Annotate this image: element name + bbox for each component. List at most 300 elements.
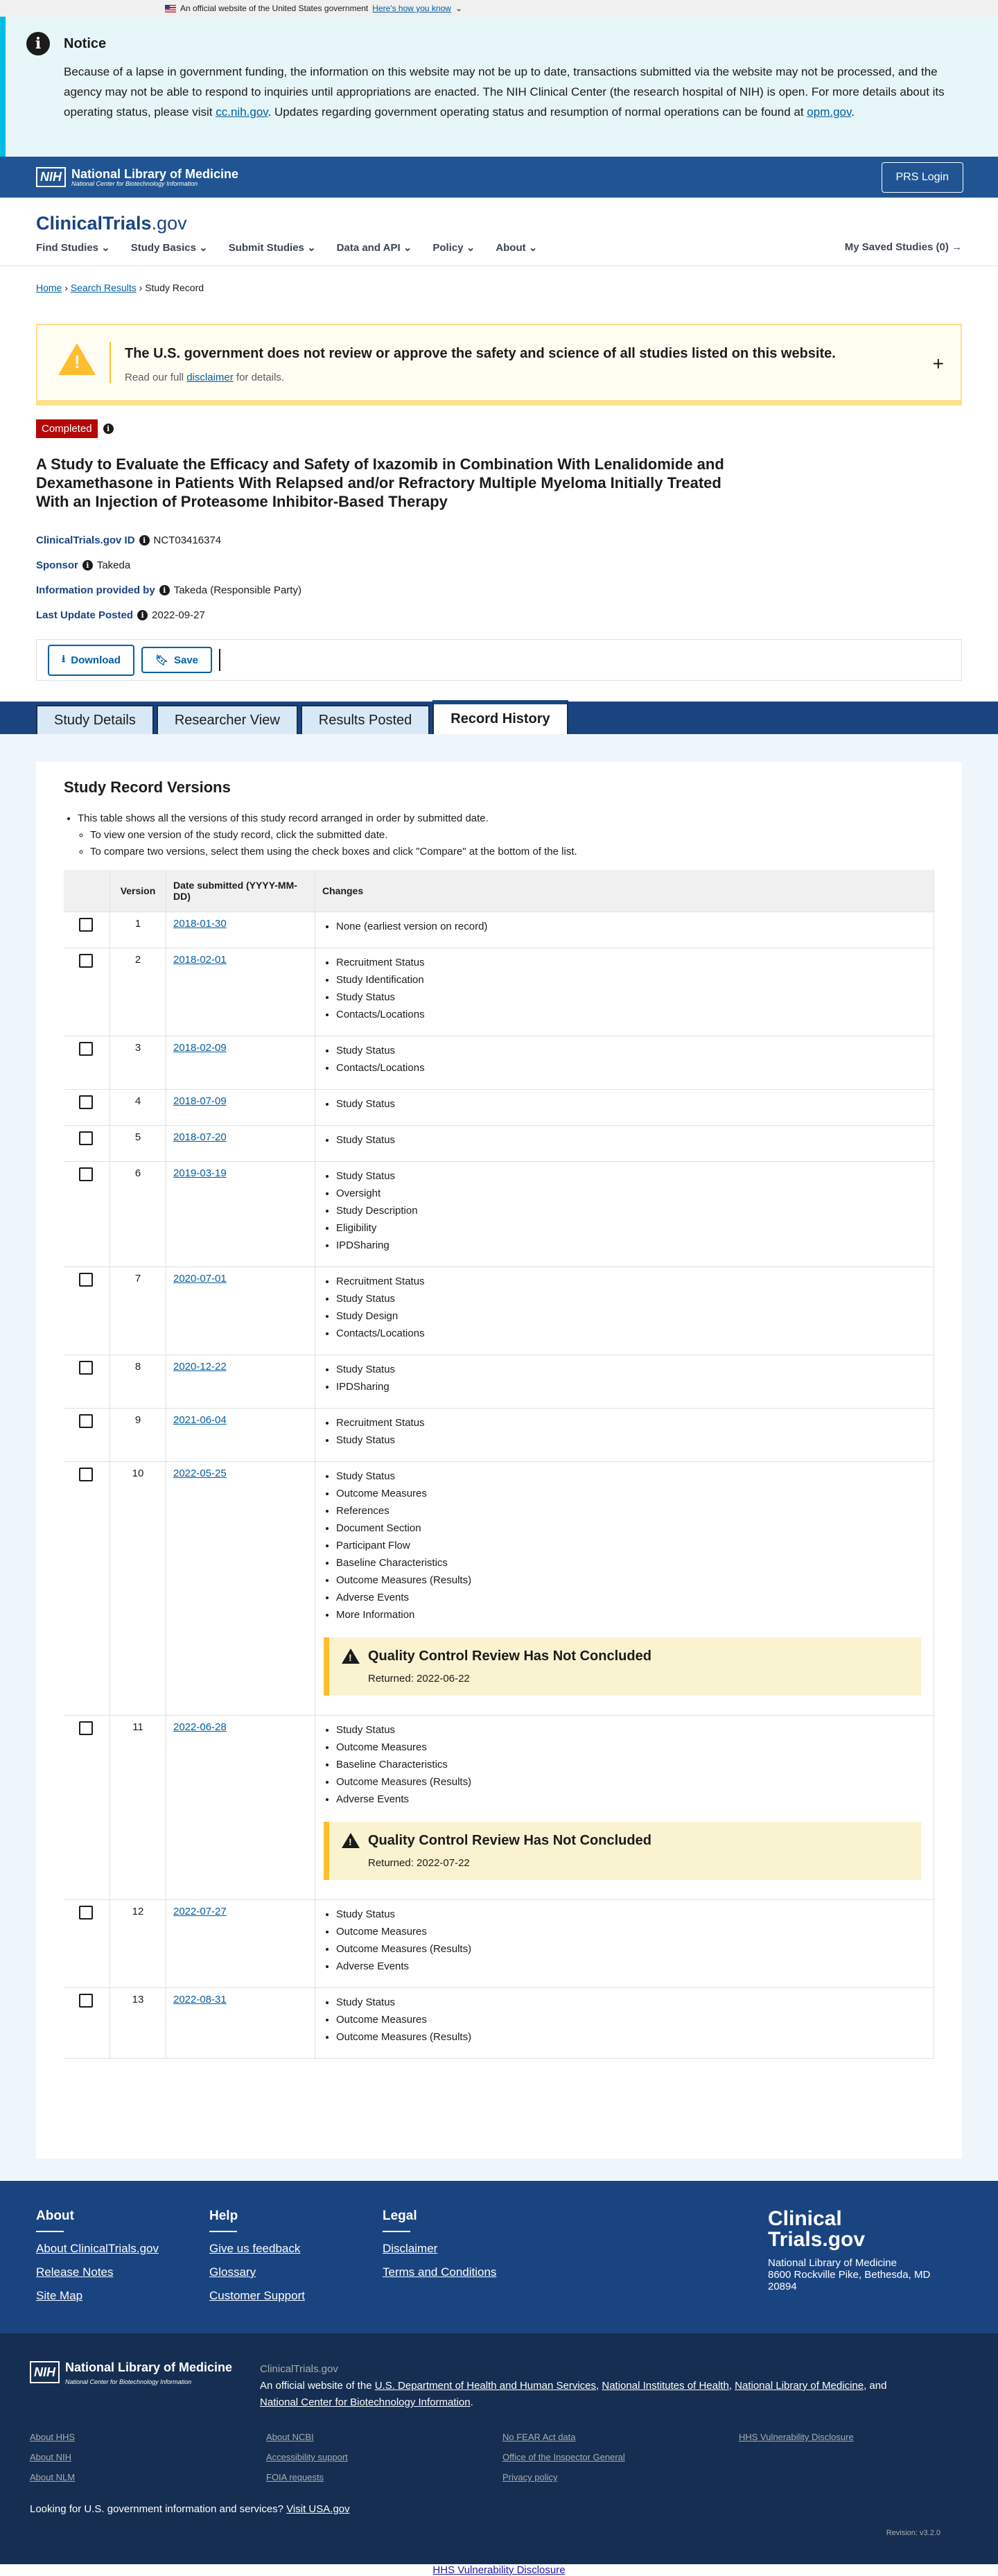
table-row	[64, 1267, 934, 1355]
breadcrumb: Home › Search Results › Study Record	[36, 282, 204, 293]
change-item: • Outcome Measures	[336, 1739, 927, 1756]
change-item: • Recruitment Status	[336, 954, 927, 971]
instruction-text: This table shows all the versions of this study record arranged in order by submitted date.	[78, 812, 489, 824]
footer-link[interactable]: No FEAR Act data	[502, 2432, 576, 2442]
changes-cell	[315, 948, 934, 1036]
change-item: • Recruitment Status	[336, 1273, 927, 1290]
qc-returned: Returned: 2022-07-22	[368, 1857, 470, 1869]
ncbi-name: National Center for Biotechnology Information	[65, 2378, 192, 2385]
version-cell: 6	[110, 1162, 166, 1267]
tab-record-history[interactable]: Record History	[432, 700, 568, 734]
notice-text	[64, 62, 951, 122]
warning-icon: !	[342, 1648, 360, 1664]
version-date-link[interactable]: 2021-06-04	[173, 1414, 227, 1426]
study-toolbar	[36, 639, 962, 681]
compare-checkbox[interactable]	[79, 1042, 93, 1056]
usa-pre: Looking for U.S. government information and services?	[30, 2503, 284, 2515]
qc-title: Quality Control Review Has Not Concluded	[368, 1833, 651, 1848]
changes-list	[322, 1131, 927, 1149]
change-item: • Study Status	[336, 1468, 927, 1485]
version-date-link[interactable]: 2018-07-09	[173, 1095, 227, 1107]
versions-card	[36, 762, 962, 2159]
change-item: • Contacts/Locations	[336, 1059, 927, 1077]
revision-text: Revision: v3.2.0	[886, 2529, 940, 2537]
disclaimer-text	[125, 372, 836, 383]
changes-cell	[315, 1090, 934, 1126]
disclaimer-alert	[36, 324, 962, 406]
table-row	[64, 948, 934, 1036]
date-cell	[166, 948, 315, 1036]
footer-link[interactable]: Site Map	[36, 2289, 83, 2302]
changes-list	[322, 1361, 927, 1395]
change-item: • Study Status	[336, 1721, 927, 1739]
study-meta	[36, 534, 962, 621]
compare-checkbox[interactable]	[79, 918, 93, 932]
notice-title: Notice	[64, 36, 107, 51]
change-item: • Study Status	[336, 989, 927, 1006]
change-item: • Adverse Events	[336, 1958, 927, 1975]
empty-cell	[739, 2452, 975, 2462]
hhs-link[interactable]: U.S. Department of Health and Human Services	[374, 2380, 597, 2392]
footer-link[interactable]: Give us feedback	[209, 2242, 301, 2255]
update-label: Last Update Posted	[36, 609, 134, 621]
nih-link[interactable]: National Institutes of Health	[602, 2380, 729, 2392]
info-icon[interactable]: i	[82, 560, 93, 571]
nlm-footer-logo[interactable]	[30, 2361, 232, 2411]
select-cell	[64, 1462, 110, 1716]
changes-cell	[315, 1355, 934, 1409]
col-version: Version	[110, 870, 166, 912]
version-date-link[interactable]: 2019-03-19	[173, 1167, 227, 1179]
select-cell	[64, 1162, 110, 1267]
select-cell	[64, 1036, 110, 1090]
footer-link[interactable]: Office of the Inspector General	[502, 2452, 625, 2462]
change-item: • Outcome Measures (Results)	[336, 1773, 927, 1791]
change-item: • None (earliest version on record)	[336, 918, 927, 935]
changes-list	[322, 1468, 927, 1624]
changes-cell	[315, 1716, 934, 1900]
official-pre: An official website of the	[260, 2380, 375, 2392]
footer-link[interactable]: FOIA requests	[266, 2472, 324, 2482]
change-item: • IPDSharing	[336, 1237, 927, 1254]
compare-checkbox[interactable]	[79, 1131, 93, 1145]
footer-link[interactable]: Customer Support	[209, 2289, 305, 2302]
version-date-link[interactable]: 2020-07-01	[173, 1273, 227, 1285]
logo-line: Clinical	[768, 2207, 842, 2230]
official-line: An official website of the U.S. Department of Health and Human Services, National Institutes of Health, National Library of Medicine, and National Center for Biotechnology Information.	[260, 2380, 887, 2408]
spacer-cell	[64, 2059, 934, 2126]
sponsor-value: Takeda	[96, 559, 131, 571]
main-nav	[36, 241, 962, 254]
info-icon[interactable]: i	[159, 585, 170, 595]
footer-org: National Library of Medicine	[768, 2257, 897, 2269]
footer-link[interactable]: Release Notes	[36, 2265, 114, 2279]
compare-checkbox[interactable]	[79, 1721, 93, 1735]
footer-link[interactable]: Terms and Conditions	[383, 2265, 497, 2279]
footer-legal	[383, 2209, 514, 2306]
version-date-link[interactable]: 2022-07-27	[173, 1906, 227, 1917]
change-item: • Study Identification	[336, 971, 927, 989]
nlm-name: National Library of Medicine	[65, 2360, 233, 2374]
nav-label: Data and API	[336, 242, 401, 254]
version-cell: 3	[110, 1036, 166, 1090]
footer-link[interactable]: About NCBI	[266, 2432, 314, 2442]
gov-banner-text: An official website of the United States government	[180, 3, 369, 13]
table-row	[64, 1716, 934, 1900]
select-cell	[64, 948, 110, 1036]
qc-alert	[324, 1822, 921, 1880]
study-tabs	[0, 702, 998, 734]
saved-studies-link[interactable]: My Saved Studies (0) →	[844, 241, 962, 253]
date-cell	[166, 1267, 315, 1355]
changes-list	[322, 1906, 927, 1975]
nlm-footer	[0, 2333, 998, 2564]
date-cell	[166, 1036, 315, 1090]
update-value: 2022-09-27	[152, 609, 205, 621]
table-spacer-row	[64, 2059, 934, 2126]
versions-body	[64, 912, 934, 2126]
version-cell: 2	[110, 948, 166, 1036]
select-cell	[64, 1409, 110, 1462]
warning-icon: !	[342, 1833, 360, 1848]
version-cell: 13	[110, 1988, 166, 2059]
change-item: • Outcome Measures	[336, 1923, 927, 1940]
change-item: • Document Section	[336, 1520, 927, 1537]
logo-line: Trials.gov	[768, 2228, 866, 2251]
disclaimer-link[interactable]: disclaimer	[186, 372, 234, 383]
instruction-item	[78, 810, 934, 860]
changes-list	[322, 1273, 927, 1342]
study-title: A Study to Evaluate the Efficacy and Safety of Ixazomib in Combination With Lenalidomide and Dexamethasone in Patients With Relapsed and/or Refractory Multiple Myeloma Initially Treated With an Injection of Proteasome Inhibitor-Based Therapy	[36, 455, 724, 510]
change-item: • Study Status	[336, 1906, 927, 1923]
info-value: Takeda (Responsible Party)	[173, 584, 301, 596]
official-and: , and	[864, 2380, 887, 2392]
version-cell: 8	[110, 1355, 166, 1409]
changes-list	[322, 1095, 927, 1113]
ct-footer-logo[interactable]	[768, 2209, 962, 2250]
change-item: • Study Status	[336, 1290, 927, 1307]
change-item: • Baseline Characteristics	[336, 1554, 927, 1572]
compare-checkbox[interactable]	[79, 1167, 93, 1181]
table-row	[64, 1988, 934, 2059]
select-cell	[64, 1355, 110, 1409]
change-item: • Recruitment Status	[336, 1414, 927, 1431]
compare-checkbox[interactable]	[79, 1414, 93, 1428]
qc-alert	[324, 1637, 921, 1696]
warning-icon: !	[58, 343, 96, 375]
info-icon[interactable]: i	[103, 424, 114, 434]
nav-policy[interactable]: Policy ⌄	[432, 242, 475, 254]
tab-results-posted[interactable]: Results Posted	[301, 705, 430, 734]
changes-cell	[315, 1267, 934, 1355]
date-cell	[166, 1126, 315, 1162]
change-item: • Study Status	[336, 1994, 927, 2011]
table-row	[64, 1355, 934, 1409]
bookmark-icon: 🔖︎	[155, 654, 168, 666]
select-cell	[64, 912, 110, 948]
version-cell: 4	[110, 1090, 166, 1126]
cc-nih-link[interactable]: cc.nih.gov	[216, 105, 268, 119]
change-item: • Contacts/Locations	[336, 1325, 927, 1342]
change-item: • Study Status	[336, 1167, 927, 1185]
version-cell: 1	[110, 912, 166, 948]
info-label: Information provided by	[36, 584, 155, 596]
usa-gov-link[interactable]: Visit USA.gov	[286, 2503, 350, 2515]
compare-checkbox[interactable]	[79, 1906, 93, 1920]
change-item: • Study Description	[336, 1202, 927, 1219]
change-item: • Study Status	[336, 1042, 927, 1059]
select-cell	[64, 1090, 110, 1126]
date-cell	[166, 1355, 315, 1409]
changes-list	[322, 1994, 927, 2046]
nih-logo: NIH	[30, 2361, 60, 2383]
qc-returned: Returned: 2022-06-22	[368, 1673, 470, 1685]
saved-label: My Saved Studies (0)	[844, 241, 949, 253]
breadcrumb-current: Study Record	[145, 282, 204, 293]
changes-list	[322, 918, 927, 935]
date-cell	[166, 1462, 315, 1716]
col-date: Date submitted (YYYY-MM-DD)	[166, 870, 315, 912]
nav-data-api[interactable]: Data and API ⌄	[336, 242, 412, 254]
changes-cell	[315, 912, 934, 948]
footer-address: 8600 Rockville Pike, Bethesda, MD 20894	[768, 2269, 931, 2292]
nav-label: Study Basics	[130, 242, 196, 254]
changes-list	[322, 1167, 927, 1254]
nav-label: About	[496, 242, 526, 254]
footer-link[interactable]: About NLM	[30, 2472, 76, 2482]
id-value: NCT03416374	[153, 534, 222, 546]
expand-icon[interactable]: +	[932, 353, 944, 374]
footer-link[interactable]: About ClinicalTrials.gov	[36, 2242, 159, 2255]
nlm-header	[0, 157, 998, 198]
chevron-down-icon[interactable]: ⌄	[455, 3, 463, 13]
compare-checkbox[interactable]	[79, 1361, 93, 1375]
select-cell	[64, 1900, 110, 1988]
disclaimer-heading: The U.S. government does not review or approve the safety and science of all studies listed on this website.	[125, 346, 836, 361]
notice-text-part: Because of a lapse in government funding, the information on this website may not be up to date, transactions submitted via the website may not be processed, and the agency may not be able to respond to inquiries until appropriations are enacted. The NIH Clinical Center (the research hospital of NIH) is open. For more details about its operating status, please visit	[64, 65, 945, 119]
ct-logo-main: ClinicalTrials	[36, 213, 152, 234]
change-item: • Oversight	[336, 1185, 927, 1202]
version-date-link[interactable]: 2022-05-25	[173, 1468, 227, 1479]
col-changes: Changes	[315, 870, 934, 912]
breadcrumb-search-results[interactable]: Search Results	[70, 282, 137, 293]
date-cell	[166, 1988, 315, 2059]
select-cell	[64, 1126, 110, 1162]
save-button[interactable]	[141, 647, 212, 673]
footer-help	[209, 2209, 341, 2306]
footer-link[interactable]: HHS Vulnerability Disclosure	[739, 2432, 854, 2442]
select-cell	[64, 1716, 110, 1900]
date-cell	[166, 1162, 315, 1267]
date-cell	[166, 1090, 315, 1126]
nlm-footer-links	[30, 2432, 968, 2482]
meta-id	[36, 534, 962, 546]
compare-checkbox[interactable]	[79, 1273, 93, 1287]
hhs-vulnerability-link[interactable]: HHS Vulnerability Disclosure	[432, 2564, 566, 2576]
versions-table	[64, 870, 934, 2125]
footer-link[interactable]: Glossary	[209, 2265, 256, 2279]
changes-list	[322, 1414, 927, 1449]
changes-list	[322, 1721, 927, 1808]
versions-heading: Study Record Versions	[64, 778, 231, 796]
change-item: • Outcome Measures (Results)	[336, 2028, 927, 2046]
version-date-link[interactable]: 2018-02-01	[173, 954, 227, 966]
info-icon: i	[26, 32, 50, 55]
meta-info-provided	[36, 584, 962, 596]
table-row	[64, 1162, 934, 1267]
footer-link[interactable]: About HHS	[30, 2432, 76, 2442]
change-item: • Study Design	[336, 1307, 927, 1325]
nav-about[interactable]: About ⌄	[496, 242, 538, 254]
change-item: • IPDSharing	[336, 1378, 927, 1395]
notice-text-part: .	[851, 105, 855, 119]
change-item: • Eligibility	[336, 1219, 927, 1237]
table-row	[64, 1900, 934, 1988]
changes-cell	[315, 1462, 934, 1716]
record-history-section	[0, 734, 998, 2181]
version-cell: 7	[110, 1267, 166, 1355]
version-date-link[interactable]: 2018-01-30	[173, 918, 227, 930]
us-flag-icon	[165, 5, 176, 12]
divider	[110, 342, 111, 383]
version-cell: 11	[110, 1716, 166, 1900]
table-row	[64, 1126, 934, 1162]
change-item: • Participant Flow	[336, 1537, 927, 1554]
compare-checkbox[interactable]	[79, 954, 93, 968]
change-item: • More Information	[336, 1606, 927, 1624]
ct-header	[0, 198, 998, 266]
breadcrumb-home[interactable]: Home	[36, 282, 62, 293]
changes-cell	[315, 1900, 934, 1988]
change-item: • Study Status	[336, 1131, 927, 1149]
info-icon[interactable]: i	[137, 610, 148, 620]
ct-logo-suffix: .gov	[151, 213, 187, 234]
divider	[36, 2231, 64, 2232]
version-date-link[interactable]: 2020-12-22	[173, 1361, 227, 1373]
gov-banner	[0, 0, 998, 17]
nav-submit-studies[interactable]: Submit Studies ⌄	[228, 242, 316, 254]
download-button[interactable]	[48, 645, 134, 676]
version-cell: 10	[110, 1462, 166, 1716]
nav-find-studies[interactable]: Find Studies ⌄	[36, 242, 110, 254]
id-label: ClinicalTrials.gov ID	[36, 534, 135, 546]
version-date-link[interactable]: 2022-06-28	[173, 1721, 227, 1733]
download-icon: ⭳	[62, 652, 66, 665]
download-label: Download	[71, 654, 121, 666]
ct-logo[interactable]	[36, 213, 962, 234]
change-item: • Baseline Characteristics	[336, 1756, 927, 1773]
nlm-link[interactable]: National Library of Medicine	[735, 2380, 864, 2392]
date-cell	[166, 1900, 315, 1988]
ct-footer	[0, 2181, 998, 2333]
bottom-link-row	[0, 2564, 998, 2576]
compare-checkbox[interactable]	[79, 1994, 93, 2008]
qc-title: Quality Control Review Has Not Concluded	[368, 1648, 651, 1664]
changes-cell	[315, 1126, 934, 1162]
footer-link[interactable]: Accessibility support	[266, 2452, 348, 2462]
usa-gov-line	[30, 2503, 968, 2515]
nlm-name: National Library of Medicine	[71, 166, 239, 181]
footer-heading: About	[36, 2209, 74, 2223]
prs-login-button[interactable]: PRS Login	[882, 162, 964, 193]
versions-instructions	[64, 810, 934, 860]
nav-label: Find Studies	[36, 242, 98, 254]
save-label: Save	[173, 654, 199, 666]
empty-cell	[739, 2472, 975, 2482]
nav-study-basics[interactable]: Study Basics ⌄	[130, 242, 208, 254]
version-cell: 5	[110, 1126, 166, 1162]
disclaimer-pre: Read our full	[125, 372, 187, 383]
change-item: • Outcome Measures (Results)	[336, 1572, 927, 1589]
footer-link[interactable]: Privacy policy	[502, 2472, 558, 2482]
version-date-link[interactable]: 2018-07-20	[173, 1131, 227, 1143]
ncbi-name: National Center for Biotechnology Information	[71, 180, 198, 187]
select-cell	[64, 1988, 110, 2059]
change-item: • Outcome Measures	[336, 1485, 927, 1502]
status-badge: Completed	[36, 419, 98, 438]
table-row	[64, 1409, 934, 1462]
change-item: • Outcome Measures	[336, 2011, 927, 2028]
compare-checkbox[interactable]	[79, 1468, 93, 1481]
date-cell	[166, 1409, 315, 1462]
col-select	[64, 870, 110, 912]
official-text	[260, 2361, 925, 2411]
tab-researcher-view[interactable]: Researcher View	[157, 705, 298, 734]
version-cell: 12	[110, 1900, 166, 1988]
changes-cell	[315, 1988, 934, 2059]
instruction-item: ◦ To compare two versions, select them using the check boxes and click "Compare" at the bottom of the list.	[90, 844, 934, 860]
version-cell: 9	[110, 1409, 166, 1462]
table-row	[64, 1036, 934, 1090]
nlm-footer-top	[30, 2361, 968, 2411]
footer-heading: Help	[209, 2209, 238, 2223]
how-you-know-link[interactable]: Here's how you know	[372, 3, 451, 13]
changes-list	[322, 954, 927, 1023]
tab-study-details[interactable]: Study Details	[36, 705, 154, 734]
footer-about	[36, 2209, 168, 2306]
footer-link[interactable]: About NIH	[30, 2452, 71, 2462]
change-item: • Outcome Measures (Results)	[336, 1940, 927, 1958]
version-date-link[interactable]: 2018-02-09	[173, 1042, 227, 1054]
notice-banner	[0, 17, 998, 157]
meta-sponsor	[36, 559, 962, 571]
sponsor-label: Sponsor	[36, 559, 78, 571]
changes-list	[322, 1042, 927, 1077]
change-item: • Contacts/Locations	[336, 1006, 927, 1023]
change-item: • Adverse Events	[336, 1589, 927, 1606]
nav-label: Submit Studies	[228, 242, 304, 254]
date-cell	[166, 1716, 315, 1900]
footer-link[interactable]: Disclaimer	[383, 2242, 438, 2255]
table-row	[64, 912, 934, 948]
opm-link[interactable]: opm.gov	[807, 105, 852, 119]
changes-cell	[315, 1409, 934, 1462]
instruction-item: ◦ To view one version of the study record, click the submitted date.	[90, 827, 934, 844]
version-date-link[interactable]: 2022-08-31	[173, 1994, 227, 2005]
changes-cell	[315, 1036, 934, 1090]
info-icon[interactable]: i	[139, 535, 150, 546]
change-item: • Study Status	[336, 1361, 927, 1378]
table-row	[64, 1090, 934, 1126]
change-item: • Study Status	[336, 1095, 927, 1113]
divider	[383, 2231, 410, 2232]
nav-label: Policy	[432, 242, 464, 254]
ncbi-link[interactable]: National Center for Biotechnology Information	[260, 2396, 471, 2408]
footer-heading: Legal	[383, 2209, 417, 2223]
compare-checkbox[interactable]	[79, 1095, 93, 1109]
nlm-logo[interactable]	[36, 167, 238, 187]
disclaimer-post: for details.	[233, 372, 285, 383]
